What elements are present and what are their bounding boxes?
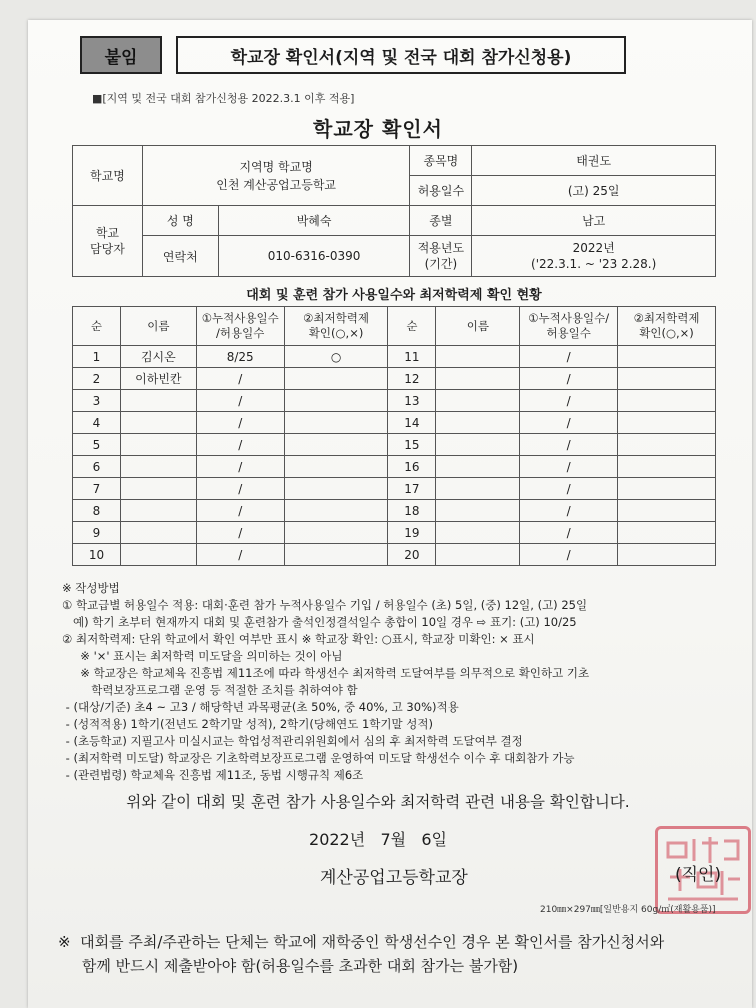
row-acad xyxy=(284,456,388,478)
instruction-line: - (성적적용) 1학기(전년도 2학기말 성적), 2학기(당해연도 1학기말 성적) xyxy=(62,717,433,731)
contact-label-2: 담당자 xyxy=(90,242,125,256)
instruction-line: ① 학교급별 허용일수 적용: 대회·훈련 참가 누적사용일수 기입 / 허용일수 (초) 5일, (중) 12일, (고) 25일 xyxy=(62,598,588,612)
info-table xyxy=(72,145,716,277)
row-acad: ○ xyxy=(284,346,388,368)
submission-note-line-2: 함께 반드시 제출받아야 함(허용일수를 초과한 대회 참가는 불가함) xyxy=(58,957,519,975)
row-no: 13 xyxy=(388,390,436,412)
header-days-right xyxy=(520,307,618,346)
header-days-left-1: ①누적사용일수 xyxy=(201,311,279,325)
row-days: / xyxy=(196,456,284,478)
row-days: / xyxy=(520,544,618,566)
row-no: 2 xyxy=(73,368,121,390)
row-no: 16 xyxy=(388,456,436,478)
name-label: 성 명 xyxy=(142,206,218,236)
period-value-2: ('22.3.1. ~ '23 2.28.) xyxy=(531,257,657,271)
row-acad xyxy=(618,412,716,434)
allowed-value: (고) 25일 xyxy=(472,176,716,206)
row-acad xyxy=(618,390,716,412)
row-days: / xyxy=(196,434,284,456)
instruction-line: - (초등학교) 지필고사 미실시교는 학업성적관리위원회에서 심의 후 최저학력 도달여부 결정 xyxy=(62,734,523,748)
header-acad-left-2: 확인(○,×) xyxy=(308,326,364,340)
row-acad xyxy=(618,522,716,544)
table-row xyxy=(73,500,716,522)
attachment-tag: 붙임 xyxy=(80,36,162,74)
document-header xyxy=(80,36,626,72)
row-no: 8 xyxy=(73,500,121,522)
instruction-line: - (관련법령) 학교체육 진흥법 제11조, 동법 시행규칙 제6조 xyxy=(62,768,364,782)
row-name xyxy=(120,522,196,544)
row-days: / xyxy=(520,390,618,412)
contact-label-1: 학교 xyxy=(95,226,120,240)
header-acad-left-1: ②최저학력제 xyxy=(303,311,369,325)
table-row xyxy=(73,412,716,434)
row-name xyxy=(436,478,520,500)
row-acad xyxy=(284,500,388,522)
row-name xyxy=(436,390,520,412)
row-no: 15 xyxy=(388,434,436,456)
row-days: / xyxy=(520,368,618,390)
period-label-2: (기간) xyxy=(424,257,458,271)
instruction-line: ※ 작성방법 xyxy=(62,581,120,595)
row-acad xyxy=(618,500,716,522)
row-days: / xyxy=(520,346,618,368)
table-row xyxy=(73,544,716,566)
row-acad xyxy=(618,434,716,456)
header-acad-right xyxy=(618,307,716,346)
instruction-line: 학력보장프로그램 운영 등 적절한 조치를 취하여야 함 xyxy=(62,683,358,697)
row-days: / xyxy=(196,478,284,500)
row-acad xyxy=(284,434,388,456)
row-acad xyxy=(284,522,388,544)
row-no: 18 xyxy=(388,500,436,522)
row-name xyxy=(120,412,196,434)
row-no: 17 xyxy=(388,478,436,500)
school-line-2: 인천 계산공업고등학교 xyxy=(216,177,337,192)
row-no: 1 xyxy=(73,346,121,368)
gender-label: 종별 xyxy=(410,206,472,236)
header-title: 학교장 확인서(지역 및 전국 대회 참가신청용) xyxy=(176,36,626,74)
table-row xyxy=(73,434,716,456)
row-name xyxy=(436,346,520,368)
row-acad xyxy=(284,412,388,434)
document-date: 2022년 7월 6일 xyxy=(309,830,447,849)
document-title: 학교장 확인서 xyxy=(313,117,443,141)
name-value: 박혜숙 xyxy=(218,206,410,236)
row-name xyxy=(120,434,196,456)
header-name-left: 이름 xyxy=(120,307,196,346)
allowed-label: 허용일수 xyxy=(410,176,472,206)
row-acad xyxy=(618,456,716,478)
confirmation-text: 위와 같이 대회 및 훈련 참가 사용일수와 최저학력 관련 내용을 확인합니다. xyxy=(126,793,630,811)
period-label xyxy=(410,236,472,277)
row-no: 14 xyxy=(388,412,436,434)
school-line-1: 지역명 학교명 xyxy=(239,159,313,174)
row-no: 4 xyxy=(73,412,121,434)
header-acad-right-2: 확인(○,×) xyxy=(639,326,694,340)
submission-note-line-1: ※ 대회를 주최/주관하는 단체는 학교에 재학중인 학생선수인 경우 본 확인서를 참가신청서와 xyxy=(58,933,665,951)
row-no: 7 xyxy=(73,478,121,500)
row-days: / xyxy=(196,390,284,412)
gender-value: 남고 xyxy=(472,206,716,236)
row-no: 12 xyxy=(388,368,436,390)
row-no: 19 xyxy=(388,522,436,544)
row-name xyxy=(436,456,520,478)
seal-label: (직인) xyxy=(675,865,722,885)
paper-size-note: 210㎜×297㎜[일반용지 60g/㎡(재활용품)] xyxy=(540,905,716,915)
row-name xyxy=(436,434,520,456)
row-name xyxy=(120,478,196,500)
principal-signature: 계산공업고등학교장 xyxy=(320,868,468,888)
row-acad xyxy=(618,346,716,368)
row-no: 11 xyxy=(388,346,436,368)
row-name xyxy=(120,500,196,522)
row-days: / xyxy=(196,412,284,434)
instruction-line: 예) 학기 초부터 현재까지 대회 및 훈련참가 출석인정결석일수 총합이 10일 경우 ⇨ 표기: (고) 10/25 xyxy=(62,615,577,629)
row-no: 3 xyxy=(73,390,121,412)
table-row xyxy=(73,522,716,544)
row-days: 8/25 xyxy=(196,346,284,368)
table-row xyxy=(73,368,716,390)
contact-label xyxy=(73,206,143,277)
row-name xyxy=(436,544,520,566)
row-name xyxy=(120,544,196,566)
instructions xyxy=(62,580,722,784)
row-days: / xyxy=(196,544,284,566)
row-days: / xyxy=(520,500,618,522)
instruction-line: - (최저학력 미도달) 학교장은 기초학력보장프로그램 운영하여 미도달 학생선수 이수 후 대회참가 가능 xyxy=(62,751,575,765)
row-name xyxy=(436,522,520,544)
header-no-left: 순 xyxy=(73,307,121,346)
header-no-right: 순 xyxy=(388,307,436,346)
row-days: / xyxy=(520,478,618,500)
period-value xyxy=(472,236,716,277)
row-days: / xyxy=(196,368,284,390)
school-value xyxy=(142,146,410,206)
table-row xyxy=(73,478,716,500)
row-days: / xyxy=(196,522,284,544)
row-days: / xyxy=(520,434,618,456)
row-acad xyxy=(618,478,716,500)
period-label-1: 적용년도 xyxy=(417,241,465,255)
instruction-line: - (대상/기준) 초4 ~ 고3 / 해당학년 과목평균(초 50%, 중 40%, 고 30%)적용 xyxy=(62,700,459,714)
instruction-line: ② 최저학력제: 단위 학교에서 확인 여부만 표시 ※ 학교장 확인: ○표시, 학교장 미확인: × 표시 xyxy=(62,632,535,646)
instruction-line: ※ 학교장은 학교체육 진흥법 제11조에 따라 학생선수 최저학력 도달여부를 의무적으로 확인하고 기초 xyxy=(62,666,590,680)
submission-note xyxy=(58,930,738,978)
row-acad xyxy=(284,390,388,412)
row-acad xyxy=(618,544,716,566)
header-acad-left xyxy=(284,307,388,346)
row-acad xyxy=(618,368,716,390)
row-name xyxy=(120,390,196,412)
period-value-1: 2022년 xyxy=(572,241,615,255)
row-days: / xyxy=(520,456,618,478)
header-days-right-2: 허용일수 xyxy=(546,326,591,340)
usage-table xyxy=(72,306,716,566)
event-label: 종목명 xyxy=(410,146,472,176)
header-name-right: 이름 xyxy=(436,307,520,346)
row-no: 20 xyxy=(388,544,436,566)
phone-label: 연락처 xyxy=(142,236,218,277)
header-days-right-1: ①누적사용일수/ xyxy=(528,311,610,325)
row-days: / xyxy=(196,500,284,522)
row-acad xyxy=(284,544,388,566)
row-no: 5 xyxy=(73,434,121,456)
row-name xyxy=(436,500,520,522)
row-days: / xyxy=(520,522,618,544)
phone-value: 010-6316-0390 xyxy=(218,236,410,277)
row-name xyxy=(436,412,520,434)
table-row xyxy=(73,346,716,368)
applicability-note: ■[지역 및 전국 대회 참가신청용 2022.3.1 이후 적용] xyxy=(92,92,355,105)
instruction-line: ※ '×' 표시는 최저학력 미도달을 의미하는 것이 아님 xyxy=(62,649,343,663)
row-name: 이하빈칸 xyxy=(120,368,196,390)
table-row xyxy=(73,390,716,412)
table-row xyxy=(73,456,716,478)
event-value: 태권도 xyxy=(472,146,716,176)
row-no: 6 xyxy=(73,456,121,478)
row-name: 김시온 xyxy=(120,346,196,368)
header-acad-right-1: ②최저학력제 xyxy=(633,311,700,325)
row-name xyxy=(120,456,196,478)
header-days-left xyxy=(196,307,284,346)
row-acad xyxy=(284,368,388,390)
row-days: / xyxy=(520,412,618,434)
row-no: 9 xyxy=(73,522,121,544)
row-no: 10 xyxy=(73,544,121,566)
row-name xyxy=(436,368,520,390)
header-days-left-2: /허용일수 xyxy=(216,326,265,340)
row-acad xyxy=(284,478,388,500)
usage-title: 대회 및 훈련 참가 사용일수와 최저학력제 확인 현황 xyxy=(246,288,542,303)
school-label: 학교명 xyxy=(73,146,143,206)
